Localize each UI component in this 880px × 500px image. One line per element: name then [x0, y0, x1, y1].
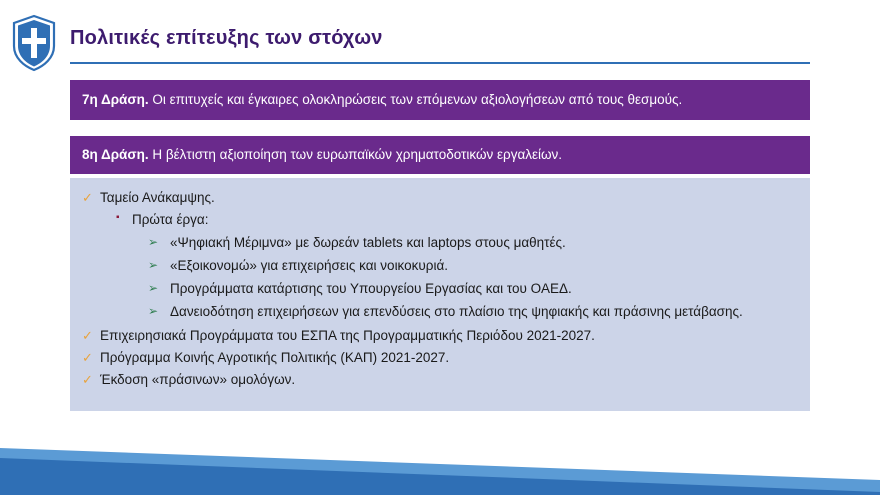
list-item-label: Πρώτα έργα:: [132, 212, 209, 228]
list-item: [70, 210, 810, 230]
check-icon: ✓: [82, 190, 93, 205]
bottom-decoration: [0, 420, 880, 495]
check-icon: ✓: [82, 349, 93, 365]
list-item: [70, 188, 810, 208]
list-item: [70, 256, 810, 276]
list-item: [70, 348, 810, 368]
action-bar-8: [70, 136, 810, 174]
list-item-label: Επιχειρησιακά Προγράμματα του ΕΣΠΑ της Προγραμματικής Περιόδου 2021-2027.: [100, 327, 595, 343]
greek-republic-emblem: [10, 14, 58, 72]
action-bar-8-body: Η βέλτιστη αξιοποίηση των ευρωπαϊκών χρηματοδοτικών εργαλείων.: [148, 146, 563, 162]
arrow-bullet-icon: ➢: [148, 234, 159, 249]
check-icon: ✓: [82, 372, 93, 387]
list-item: [70, 233, 810, 253]
square-bullet-icon: ▪: [116, 212, 120, 224]
check-icon: ✓: [82, 327, 93, 343]
action-bar-7: [70, 80, 810, 120]
action-bar-8-text: [70, 147, 562, 163]
title-divider: [70, 62, 810, 64]
list-item: [70, 302, 810, 322]
list-item-label: Έκδοση «πράσινων» ομολόγων.: [100, 372, 296, 387]
arrow-bullet-icon: ➢: [148, 257, 159, 272]
arrow-bullet-icon: ➢: [148, 304, 159, 319]
action-bar-7-body: Οι επιτυχείς και έγκαιρες ολοκληρώσεις των επόμενων αξιολογήσεων από τους θεσμούς.: [148, 91, 683, 107]
action-bar-7-label: 7η Δράση.: [82, 91, 149, 107]
list-item-label: Ταμείο Ανάκαμψης.: [100, 190, 215, 205]
list-item-label: Δανειοδότηση επιχειρήσεων για επενδύσεις στο πλαίσιο της ψηφιακής και πράσινης μετάβασης.: [170, 304, 743, 320]
list-item: [70, 279, 810, 299]
bullet-list: [70, 178, 810, 390]
list-item: [70, 370, 810, 390]
list-item-label: «Εξοικονομώ» για επιχειρήσεις και νοικοκυριά.: [170, 257, 449, 273]
list-item-label: «Ψηφιακή Μέριμνα» με δωρεάν tablets και laptops στους μαθητές.: [170, 234, 566, 250]
list-item: [70, 326, 810, 346]
content-panel: [70, 178, 810, 411]
list-item-label: Προγράμματα κατάρτισης του Υπουργείου Εργασίας και του ΟΑΕΔ.: [170, 281, 572, 296]
page-title: Πολιτικές επίτευξης των στόχων: [70, 27, 383, 49]
action-bar-7-text: [70, 92, 682, 108]
action-bar-8-label: 8η Δράση.: [82, 146, 149, 162]
list-item-label: Πρόγραμμα Κοινής Αγροτικής Πολιτικής (ΚΑΠ) 2021-2027.: [100, 349, 450, 365]
arrow-bullet-icon: ➢: [148, 281, 159, 295]
